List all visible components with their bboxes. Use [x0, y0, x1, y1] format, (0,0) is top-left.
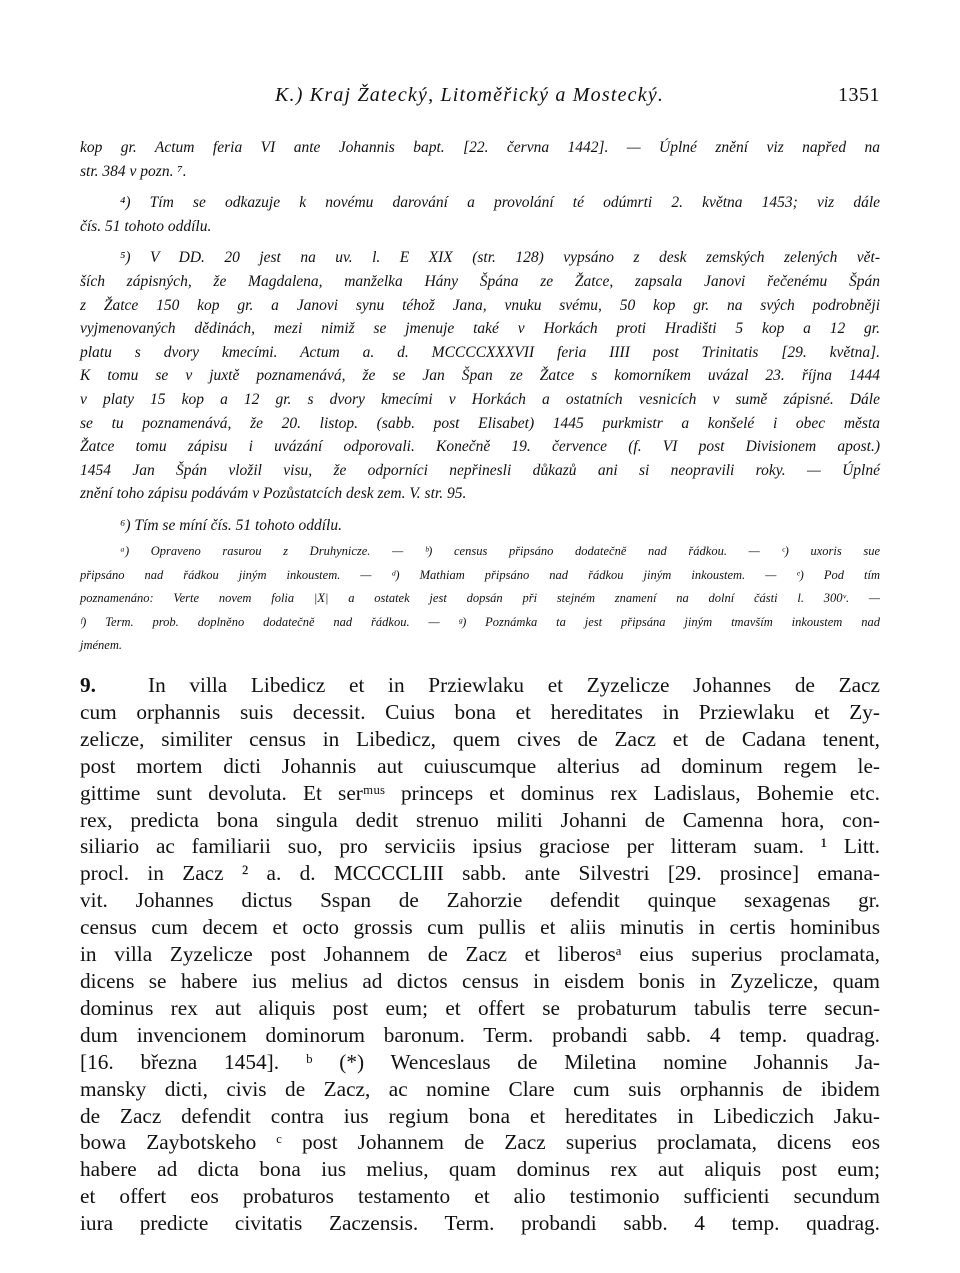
running-header: [80, 84, 880, 114]
entry-line-text: In villa Libedicz et in Prziewlaku et Zyzelicze Johannes de Zacz: [148, 673, 880, 697]
footnotes: [80, 136, 880, 546]
footnote-line: ⁶) Tím se míní čís. 51 tohoto oddílu.: [120, 516, 342, 534]
entry-line: gittime sunt devoluta. Et serᵐᵘˢ princeps et dominus rex Ladislaus, Bohemie etc.: [80, 780, 880, 805]
entry-line: habere ad dicta bona ius melius, quam dominus rex aut aliquis post eum;: [80, 1157, 880, 1182]
entry-line: iura predicte civitatis Zaczensis. Term. probandi sabb. 4 temp. quadrag.: [80, 1211, 880, 1236]
apparatus-line: ᶠ) Term. prob. doplněno dodatečně nad řádkou. — ᵍ) Poznámka ta jest připsána jiným tmavším inkoustem nad: [80, 614, 880, 629]
entry-line: census cum decem et octo grossis cum pullis et aliis minutis in certis hominibus: [80, 915, 880, 940]
entry-line: et offert eos probaturos testamento et alio testimonio sufficienti secundum: [80, 1184, 880, 1209]
entry-line: siliario ac familiarii suo, pro serviciis ipsius graciose per litteram suam. ¹ Litt.: [80, 834, 880, 859]
footnote-line: ších zápisných, že Magdalena, manželka Hány Špána ze Žatce, zapsala Janovi řečenému Špán: [80, 272, 880, 290]
running-title: K.) Kraj Žatecký, Litoměřický a Mostecký.: [275, 84, 665, 106]
footnote-line: z Žatce 150 kop gr. a Janovi synu téhož Jana, vnuku svému, 50 kop gr. na svých podrobněji: [80, 296, 880, 314]
entry-line: [16. března 1454]. ᵇ (*) Wenceslaus de Miletina nomine Johannis Ja-: [80, 1049, 880, 1074]
entry-line: [80, 672, 880, 699]
footnote-line: str. 384 v pozn. ⁷.: [80, 162, 187, 180]
entry-line: dum invencionem dominorum baronum. Term. probandi sabb. 4 temp. quadrag.: [80, 1022, 880, 1047]
footnote-line: kop gr. Actum feria VI ante Johannis bapt. [22. června 1442]. — Úplné znění viz napřed na: [80, 139, 880, 156]
apparatus-line: ᵃ) Opraveno rasurou z Druhynicze. — ᵇ) census připsáno dodatečně nad řádkou. — ᶜ) uxoris sue: [120, 544, 880, 558]
footnote: [80, 191, 880, 238]
footnote: [80, 514, 880, 538]
footnote: [80, 136, 880, 183]
apparatus-line: připsáno nad řádkou jiným inkoustem. — ᵈ) Mathiam připsáno nad řádkou jiným inkoustem. — ᵉ) Pod tím: [80, 567, 880, 582]
entry-line: post mortem dicti Johannis aut cuiuscumque alterius ad dominum regem le-: [80, 753, 880, 778]
footnote-line: znění toho zápisu podávám v Pozůstatcích desk zem. V. str. 95.: [80, 485, 467, 503]
entry-line: dicens se habere ius melius ad dictos census in eisdem bonis in Zyzelicze, quam: [80, 968, 880, 993]
footnote-line: Žatce tomu zápisu i uvázání odporovali. Konečně 19. července (f. VI post Divisionem apost.): [80, 438, 880, 456]
apparatus-line: jménem.: [80, 638, 122, 653]
entry-line: vit. Johannes dictus Sspan de Zahorzie defendit quinque sexagenas gr.: [80, 888, 880, 913]
entry-line: in villa Zyzelicze post Johannem de Zacz et liberosᵃ eius superius proclamata,: [80, 942, 880, 967]
entry-line: rex, predicta bona singula dedit strenuo militi Johanni de Camenna hora, con-: [80, 807, 880, 832]
footnote: [80, 246, 880, 506]
entry-line: de Zacz defendit contra ius regium bona et hereditates in Libediczich Jaku-: [80, 1103, 880, 1128]
footnote-line: ⁵) V DD. 20 jest na uv. l. E XIX (str. 128) vypsáno z desk zemských zelených vět-: [120, 249, 880, 267]
footnote-line: K tomu se v juxtě poznamenává, že se Jan Špan ze Žatce s komorníkem uvázal 23. října 1444: [80, 367, 880, 385]
footnote-line: ⁴) Tím se odkazuje k novému darování a provolání té odúmrti 2. května 1453; viz dále: [120, 194, 880, 212]
footnote-line: čís. 51 tohoto oddílu.: [80, 217, 212, 235]
entry-line: procl. in Zacz ² a. d. MCCCCLIII sabb. ante Silvestri [29. prosince] emana-: [80, 861, 880, 886]
page-number: 1351: [838, 84, 880, 106]
footnote-line: 1454 Jan Špán vložil visu, že odporníci nepřinesli důkazů ani si neopravili roky. — Úplné: [80, 461, 880, 479]
entry-line: cum orphannis suis decessit. Cuius bona et hereditates in Prziewlaku et Zy-: [80, 699, 880, 724]
entry-line: mansky dicti, civis de Zacz, ac nomine Clare cum suis orphannis de ibidem: [80, 1076, 880, 1101]
footnote-line: platu s dvory kmecími. Actum a. d. MCCCCXXXVII feria IIII post Trinitatis [29. května].: [80, 343, 880, 361]
apparatus-line: poznamenáno: Verte novem folia |X| a ostatek jest dopsán při stejném znamení na dolní části l. 300ᵛ. —: [80, 591, 880, 606]
entry-text: [80, 672, 880, 1237]
footnote-line: se tu poznamenává, že 20. listop. (sabb. post Elisabet) 1445 purkmistr a konšelé i obec města: [80, 414, 880, 432]
entry-line: zelicze, similiter census in Libedicz, quem cives de Zacz et de Cadana tenent,: [80, 726, 880, 751]
entry-line: bowa Zaybotskeho ᶜ post Johannem de Zacz superius proclamata, dicens eos: [80, 1130, 880, 1155]
footnote-line: v platy 15 kop a 12 gr. s dvory kmecími v Horkách a ostatních vesnicích v sumě zápisné. Dále: [80, 390, 880, 408]
footnote-line: vyjmenovaných dědinách, mezi nimiž se jmenuje také v Horkách proti Hradišti 5 kop a 12 gr.: [80, 320, 880, 338]
critical-apparatus: [80, 540, 880, 658]
entry-number: 9.: [80, 673, 96, 697]
entry-line: dominus rex aut aliquis post eum; et offert se probaturum tabulis terre secun-: [80, 995, 880, 1020]
